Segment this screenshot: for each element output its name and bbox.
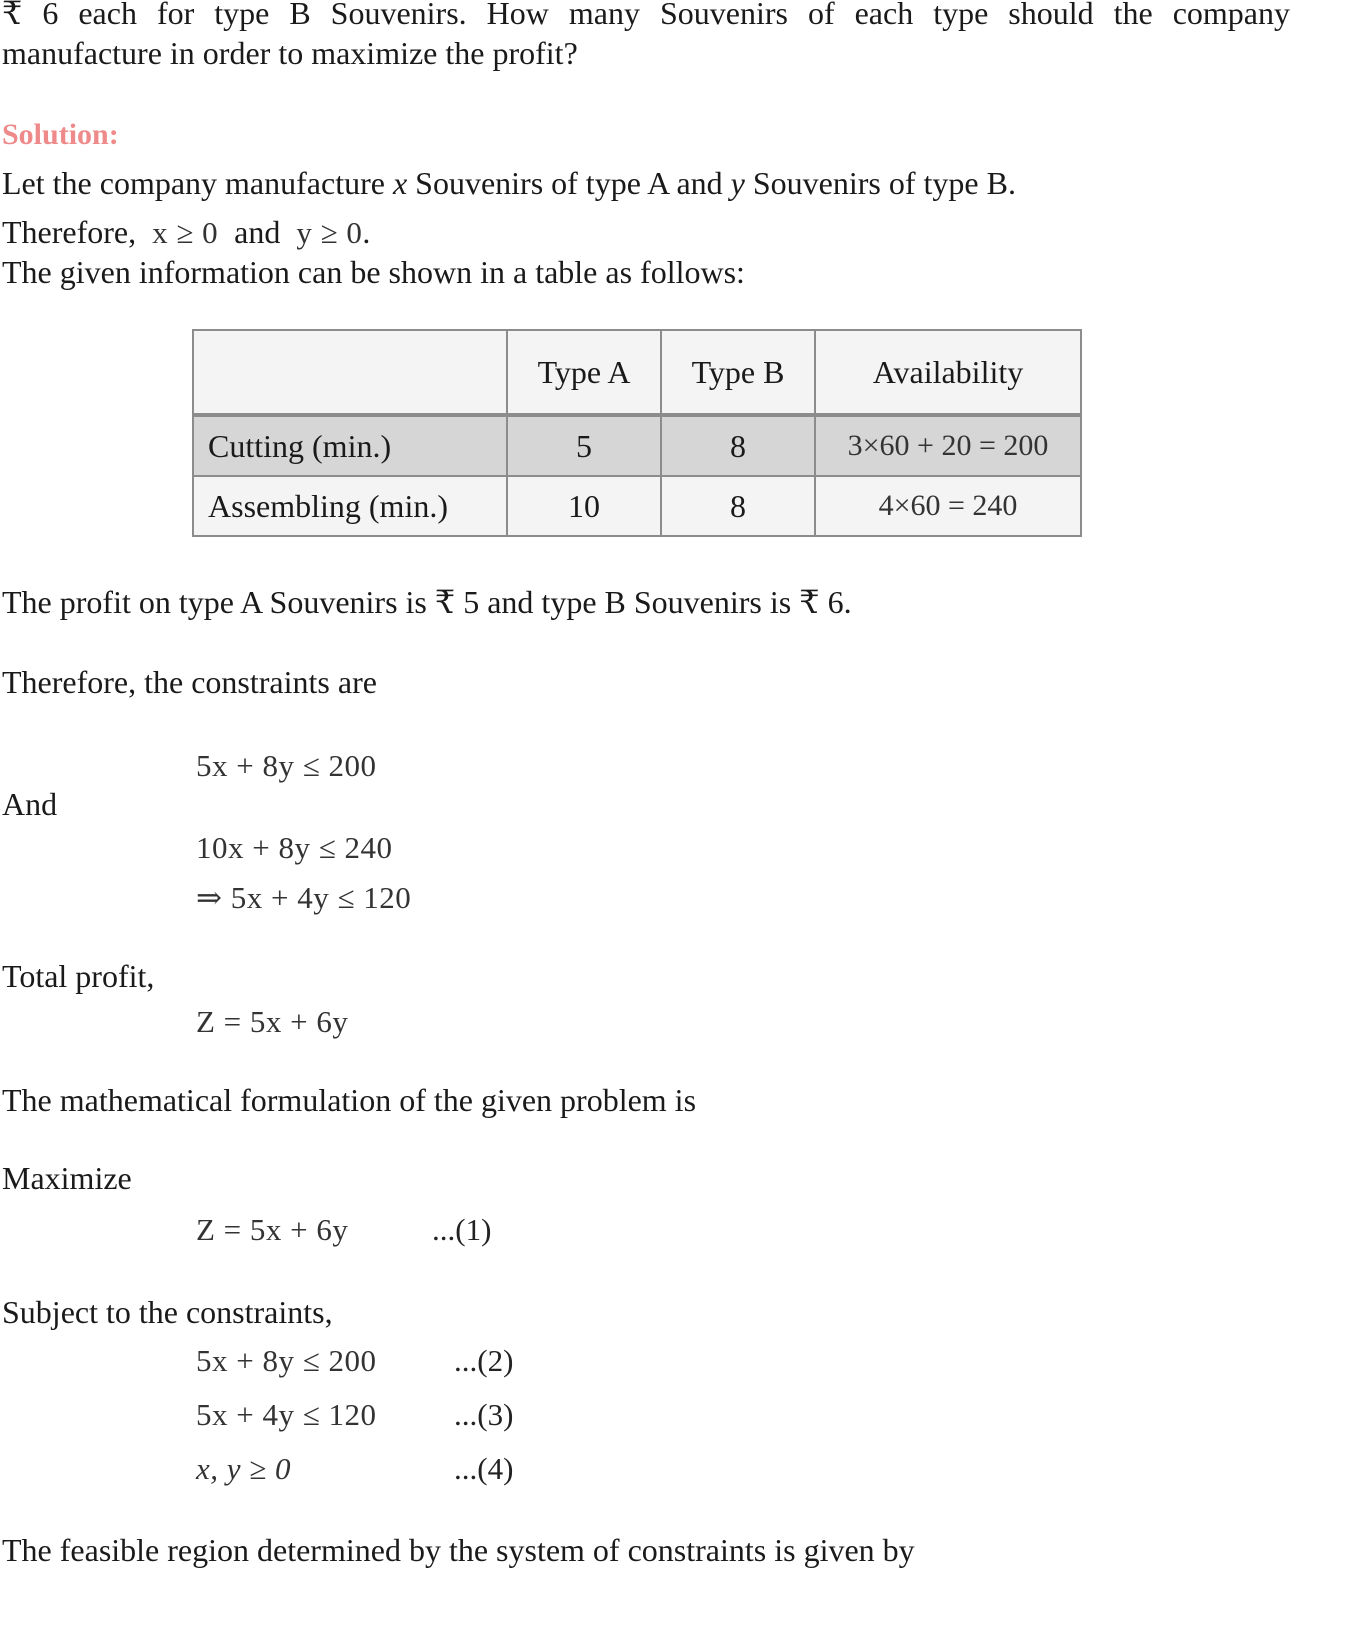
cell-assembling-type-b: 8 bbox=[661, 476, 815, 536]
cell-cutting-type-b: 8 bbox=[661, 415, 815, 476]
system-constraint-2: 5x + 8y ≤ 200 bbox=[196, 1343, 377, 1378]
table-header-type-a: Type A bbox=[507, 330, 661, 415]
constraint-assembling-simplified: ⇒ 5x + 4y ≤ 120 bbox=[196, 880, 412, 915]
table-header-blank bbox=[193, 330, 507, 415]
info-table bbox=[192, 329, 1082, 537]
question-text-line-1: ₹ 6 each for type B Souvenirs. How many Souvenirs of each type should the company bbox=[2, 0, 1290, 31]
intro-period: . bbox=[362, 214, 371, 250]
table-header-row bbox=[193, 330, 1081, 415]
constraint-assembling: 10x + 8y ≤ 240 bbox=[196, 830, 393, 865]
and-label: And bbox=[2, 786, 58, 822]
system-ref-2: ...(2) bbox=[454, 1343, 514, 1378]
cell-cutting-type-a: 5 bbox=[507, 415, 661, 476]
constraint-cutting: 5x + 8y ≤ 200 bbox=[196, 748, 377, 783]
solution-heading: Solution: bbox=[2, 118, 119, 151]
objective-ref: ...(1) bbox=[432, 1212, 492, 1247]
intro-and: and bbox=[234, 214, 281, 250]
table-row bbox=[193, 476, 1081, 536]
question-text-line-2: manufacture in order to maximize the profit? bbox=[2, 35, 578, 71]
intro-therefore: Therefore, bbox=[2, 214, 137, 250]
system-ref-3: ...(3) bbox=[454, 1397, 514, 1432]
row-label-cutting: Cutting (min.) bbox=[193, 415, 507, 476]
y-nonneg-math: y ≥ 0 bbox=[296, 215, 363, 250]
total-profit-label: Total profit, bbox=[2, 958, 155, 994]
total-profit-equation: Z = 5x + 6y bbox=[196, 1004, 349, 1039]
objective-equation: Z = 5x + 6y bbox=[196, 1212, 349, 1247]
system-ref-4: ...(4) bbox=[454, 1451, 514, 1486]
system-constraint-3: 5x + 4y ≤ 120 bbox=[196, 1397, 377, 1432]
intro-line-2 bbox=[2, 212, 370, 253]
formulation-intro: The mathematical formulation of the given problem is bbox=[2, 1082, 697, 1118]
intro-line-1: Let the company manufacture x Souvenirs of type A and y Souvenirs of type B. bbox=[2, 165, 1016, 201]
table-header-availability: Availability bbox=[815, 330, 1081, 415]
cell-assembling-availability: 4×60 = 240 bbox=[815, 476, 1081, 536]
intro-line-3: The given information can be shown in a table as follows: bbox=[2, 254, 745, 290]
feasible-region-text: The feasible region determined by the system of constraints is given by bbox=[2, 1532, 915, 1568]
constraints-intro: Therefore, the constraints are bbox=[2, 664, 377, 700]
cell-assembling-type-a: 10 bbox=[507, 476, 661, 536]
var-y: y bbox=[730, 165, 745, 201]
var-x: x bbox=[392, 165, 408, 201]
system-constraint-4: x, y ≥ 0 bbox=[196, 1451, 292, 1486]
profit-statement: The profit on type A Souvenirs is ₹ 5 and type B Souvenirs is ₹ 6. bbox=[2, 584, 852, 620]
x-nonneg-math: x ≥ 0 bbox=[152, 215, 219, 250]
maximize-label: Maximize bbox=[2, 1160, 132, 1196]
row-label-assembling: Assembling (min.) bbox=[193, 476, 507, 536]
subject-to-label: Subject to the constraints, bbox=[2, 1294, 333, 1330]
table-row bbox=[193, 415, 1081, 476]
cell-cutting-availability: 3×60 + 20 = 200 bbox=[815, 415, 1081, 476]
table-header-type-b: Type B bbox=[661, 330, 815, 415]
